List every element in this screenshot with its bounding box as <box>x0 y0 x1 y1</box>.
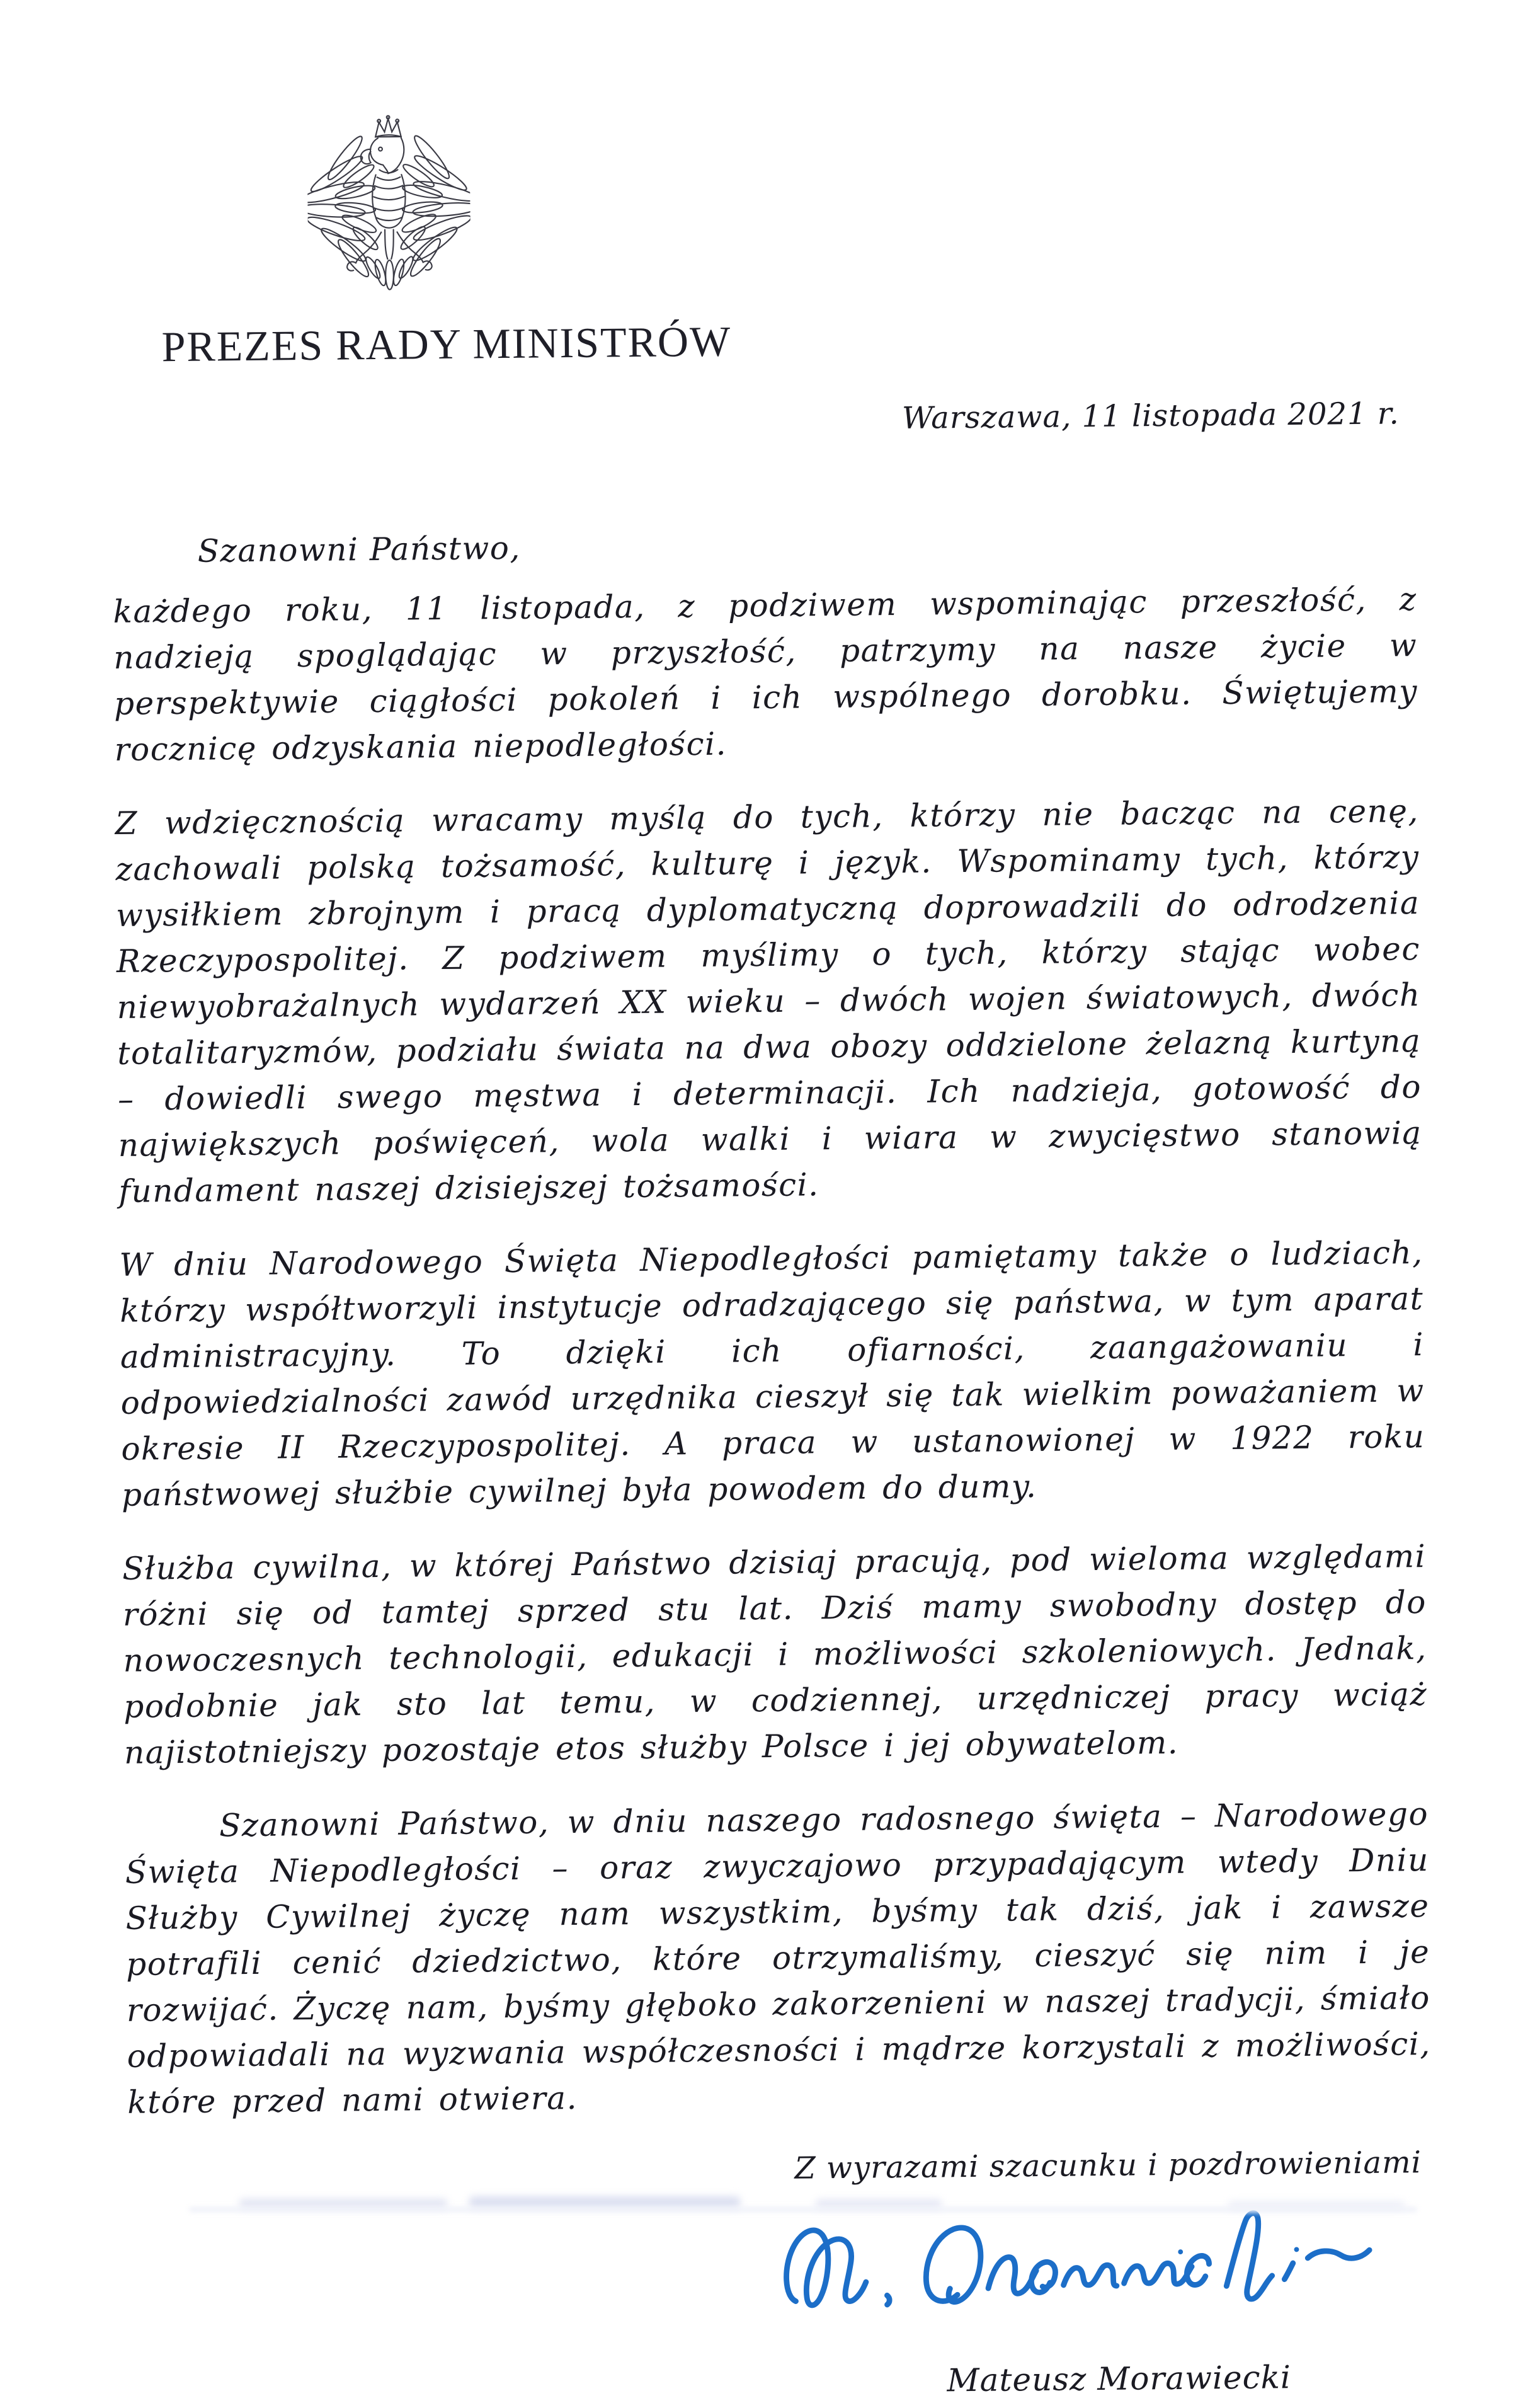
letter-body <box>112 521 1434 2407</box>
paragraph-1: każdego roku, 11 listopada, z podziwem wspominając przeszłość, z nadzieją spoglądając w przyszłość, patrzymy na nasze życie w perspektywie ciągłości pokoleń i ich wspólnego dorobku. Świętujemy rocznicę odzyskania niepodległości. <box>113 581 1418 768</box>
signer-name: Mateusz Morawiecki <box>947 2359 1292 2399</box>
polish-eagle-emblem <box>307 112 471 299</box>
signature-ink-icon <box>771 2198 1440 2327</box>
signature-stroke <box>786 2212 1370 2306</box>
paragraph-5: Szanowni Państwo, w dniu naszego radosnego święta – Narodowego Święta Niepodległości – oraz zwyczajowo przypadającym wtedy Dniu Służby Cywilnej życzę nam wszystkim, byśmy tak dziś, jak i zawsze potrafili cenić dziedzictwo, które otrzymaliśmy, cieszyć się nim i je rozwijać. Życzę nam, byśmy głęboko zakorzenieni w naszej tradycji, śmiało odpowiadali na wyzwania współczesności i mądrze korzystali z możliwości, które przed nami otwiera. <box>125 1796 1431 2121</box>
paragraph-2: Z wdzięcznością wracamy myślą do tych, którzy nie bacząc na cenę, zachowali polską tożsamość, kulturę i język. Wspominamy tych, którzy wysiłkiem zbrojnym i pracą dyplomatyczną doprowadzili do odrodzenia Rzeczypospolitej. Z podziwem myślimy o tych, którzy stając wobec niewyobrażalnych wydarzeń XX wieku – dwóch wojen światowych, dwóch totalitaryzmów, podziału świata na dwa obozy oddzielone żelazną kurtyną – dowiedli swego męstwa i determinacji. Ich nadzieja, gotowość do największych poświęceń, wola walki i wiara w zwycięstwo stanowią fundament naszej dzisiejszej tożsamości. <box>115 793 1422 1210</box>
polish-eagle-icon <box>307 112 471 299</box>
valediction: Z wyrazami szacunku i pozdrowieniami <box>794 2145 1422 2186</box>
paragraph-4: Służba cywilna, w której Państwo dzisiaj pracują, pod wieloma względami różni się od tamtej sprzed stu lat. Dziś mamy swobodny dostęp do nowoczesnych technologii, edukacji i możliwości szkoleniowych. Jednak, podobnie jak sto lat temu, w codziennej, urzędniczej pracy wciąż najistotniejszy pozostaje etos służby Polsce i jej obywatelom. <box>122 1538 1428 1771</box>
eagle-right-wing <box>397 132 471 280</box>
salutation: Szanowni Państwo, <box>197 529 522 570</box>
handwritten-signature <box>771 2198 1440 2327</box>
paragraph-3: W dniu Narodowego Święta Niepodległości pamiętamy także o ludziach, którzy współtworzyli instytucje odradzającego się państwa, w tym aparat administracyjny. To dzięki ich ofiarności, zaangażowaniu i odpowiedzialności zawód urzędnika cieszył się tak wielkim poważaniem w okresie II Rzeczypospolitej. A praca w ustanowionej w 1922 roku państwowej służbie cywilnej była powodem do dumy. <box>119 1234 1425 1513</box>
office-title: PREZES RADY MINISTRÓW <box>161 317 732 371</box>
dateline: Warszawa, 11 listopada 2021 r. <box>901 396 1400 436</box>
